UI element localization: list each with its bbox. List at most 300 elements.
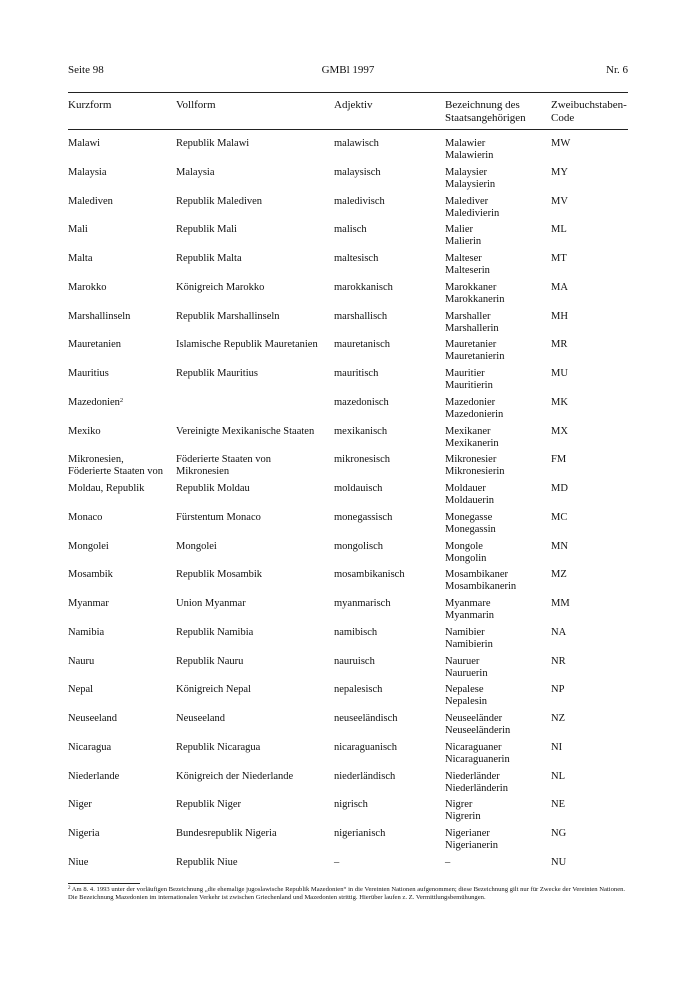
footnote-rule xyxy=(68,883,140,884)
cell-adjektiv-text: nicaraguanisch xyxy=(334,741,397,753)
cell-code-text: FM xyxy=(551,454,567,466)
cell-kurzform xyxy=(68,684,173,696)
cell-kurzform-text: Mauretanien xyxy=(68,339,122,351)
cell-adjektiv-text: marshallisch xyxy=(334,310,388,322)
table-row xyxy=(0,742,700,771)
cell-code xyxy=(551,138,629,150)
cell-kurzform xyxy=(68,512,173,524)
cell-bezeichnung xyxy=(445,339,549,363)
cell-vollform xyxy=(176,541,332,553)
cell-vollform xyxy=(176,569,332,581)
cell-kurzform-text: Niederlande xyxy=(68,770,120,782)
cell-kurzform xyxy=(68,569,173,581)
cell-bezeichnung-text: Niederländer Niederländerin xyxy=(445,770,508,794)
cell-adjektiv-text: malaysisch xyxy=(334,166,381,178)
cell-kurzform-text: Nicaragua xyxy=(68,741,112,753)
cell-kurzform xyxy=(68,253,173,265)
cell-adjektiv xyxy=(334,627,442,639)
cell-bezeichnung-text: Marshaller Marshallerin xyxy=(445,310,499,334)
cell-vollform-text: Königreich der Niederlande xyxy=(176,770,294,782)
cell-bezeichnung-text: Neuseeländer Neuseeländerin xyxy=(445,713,511,736)
cell-kurzform xyxy=(68,828,173,840)
cell-code-text: MU xyxy=(551,368,568,379)
cell-vollform-text: Republik Malediven xyxy=(176,195,263,207)
cell-kurzform-text: Malta xyxy=(68,253,93,264)
table-row xyxy=(0,483,700,512)
cell-bezeichnung xyxy=(445,282,549,306)
cell-vollform xyxy=(176,512,332,524)
cell-kurzform xyxy=(68,397,173,409)
cell-code-text: MH xyxy=(551,310,568,322)
cell-vollform-text: Islamische Republik Mauretanien xyxy=(176,339,318,351)
cell-vollform xyxy=(176,684,332,696)
cell-vollform-text: Königreich Nepal xyxy=(176,684,251,696)
cell-vollform xyxy=(176,656,332,668)
cell-vollform-text: Neuseeland xyxy=(176,713,225,724)
page-header xyxy=(68,64,628,80)
cell-bezeichnung-text: Mexikaner Mexikanerin xyxy=(445,425,499,449)
cell-vollform-text: Republik Moldau xyxy=(176,483,250,494)
cell-bezeichnung-text: Malawier Malawierin xyxy=(445,138,494,161)
cell-code xyxy=(551,656,629,668)
cell-code xyxy=(551,339,629,351)
cell-bezeichnung-text: – xyxy=(445,856,451,868)
footnote-reference[interactable]: 2 xyxy=(119,396,124,404)
cell-bezeichnung xyxy=(445,541,549,565)
cell-adjektiv xyxy=(334,742,442,754)
cell-adjektiv-text: mongolisch xyxy=(334,540,383,552)
cell-bezeichnung xyxy=(445,742,549,766)
cell-kurzform xyxy=(68,799,173,811)
cell-code-text: MD xyxy=(551,483,568,494)
cell-vollform xyxy=(176,627,332,639)
cell-bezeichnung xyxy=(445,684,549,708)
cell-bezeichnung xyxy=(445,828,549,852)
cell-code-text: MW xyxy=(551,138,571,149)
cell-vollform-text: Republik Malta xyxy=(176,253,242,264)
cell-kurzform xyxy=(68,713,173,725)
cell-code xyxy=(551,426,629,438)
cell-adjektiv-text: niederländisch xyxy=(334,770,396,782)
cell-code xyxy=(551,771,629,783)
cell-adjektiv xyxy=(334,224,442,236)
cell-bezeichnung xyxy=(445,771,549,795)
table-row xyxy=(0,282,700,311)
cell-vollform xyxy=(176,138,332,150)
table-row xyxy=(0,541,700,570)
cell-bezeichnung xyxy=(445,253,549,277)
table-row xyxy=(0,799,700,828)
cell-adjektiv-text: nauruisch xyxy=(334,655,375,667)
cell-adjektiv-text: marokkanisch xyxy=(334,281,393,293)
cell-bezeichnung-text: Nicaraguaner Nicaraguanerin xyxy=(445,741,510,765)
cell-bezeichnung xyxy=(445,857,549,869)
cell-vollform xyxy=(176,167,332,179)
cell-vollform-text: Fürstentum Monaco xyxy=(176,511,261,523)
cell-code-text: NZ xyxy=(551,713,565,724)
table-row xyxy=(0,828,700,857)
cell-bezeichnung xyxy=(445,426,549,450)
table-row xyxy=(0,426,700,455)
column-header-adjektiv: Adjektiv xyxy=(334,99,373,111)
cell-adjektiv-text: monegassisch xyxy=(334,511,393,523)
cell-code xyxy=(551,397,629,409)
cell-adjektiv xyxy=(334,857,442,869)
cell-adjektiv-text: namibisch xyxy=(334,626,378,638)
cell-bezeichnung-text: Mauritier Mauritierin xyxy=(445,368,493,391)
cell-adjektiv xyxy=(334,339,442,351)
cell-kurzform xyxy=(68,167,173,179)
cell-bezeichnung-text: Moldauer Moldauerin xyxy=(445,483,494,506)
cell-kurzform-text: Monaco xyxy=(68,511,103,523)
cell-adjektiv-text: maltesisch xyxy=(334,253,379,264)
cell-kurzform-text: Namibia xyxy=(68,626,105,638)
cell-adjektiv xyxy=(334,368,442,380)
table-row xyxy=(0,569,700,598)
cell-adjektiv-text: mexikanisch xyxy=(334,425,388,437)
cell-kurzform-text: Mosambik xyxy=(68,569,113,581)
cell-vollform xyxy=(176,368,332,380)
table-row xyxy=(0,196,700,225)
cell-vollform xyxy=(176,857,332,869)
cell-vollform-text: Republik Malawi xyxy=(176,138,250,149)
cell-adjektiv xyxy=(334,282,442,294)
cell-kurzform-text: Marokko xyxy=(68,281,107,293)
cell-bezeichnung xyxy=(445,512,549,536)
cell-adjektiv xyxy=(334,569,442,581)
cell-vollform-text: Malaysia xyxy=(176,166,215,178)
cell-adjektiv xyxy=(334,483,442,495)
cell-vollform-text: Union Myanmar xyxy=(176,598,246,609)
page-number: Seite 98 xyxy=(68,64,104,76)
cell-vollform xyxy=(176,742,332,754)
cell-code-text: NA xyxy=(551,626,567,638)
cell-code-text: NU xyxy=(551,856,567,868)
cell-vollform-text: Republik Marshallinseln xyxy=(176,310,280,322)
cell-code-text: NG xyxy=(551,828,567,839)
cell-kurzform xyxy=(68,224,173,236)
cell-kurzform xyxy=(68,857,173,869)
cell-vollform xyxy=(176,828,332,840)
cell-kurzform xyxy=(68,598,173,610)
cell-kurzform xyxy=(68,311,173,323)
cell-kurzform xyxy=(68,196,173,208)
cell-adjektiv xyxy=(334,512,442,524)
cell-adjektiv xyxy=(334,713,442,725)
cell-code xyxy=(551,713,629,725)
table-row xyxy=(0,598,700,627)
cell-kurzform-text: Malaysia xyxy=(68,166,107,178)
cell-code-text: MY xyxy=(551,166,568,178)
cell-vollform-text: Republik Mosambik xyxy=(176,569,263,581)
cell-code-text: NR xyxy=(551,655,566,667)
cell-bezeichnung xyxy=(445,713,549,737)
cell-adjektiv-text: moldauisch xyxy=(334,483,383,494)
cell-bezeichnung-text: Monegasse Monegassin xyxy=(445,511,496,535)
cell-kurzform-text: Mali xyxy=(68,224,88,236)
cell-code-text: MT xyxy=(551,253,567,264)
cell-adjektiv-text: malawisch xyxy=(334,138,379,149)
cell-adjektiv-text: myanmarisch xyxy=(334,598,391,609)
cell-vollform-text: Republik Mauritius xyxy=(176,368,258,379)
cell-code-text: NL xyxy=(551,770,565,782)
table-row xyxy=(0,224,700,253)
cell-bezeichnung-text: Malteser Malteserin xyxy=(445,253,490,276)
cell-vollform-text: Vereinigte Mexikanische Staaten xyxy=(176,425,315,437)
cell-adjektiv-text: mikronesisch xyxy=(334,454,390,466)
cell-adjektiv-text: neuseeländisch xyxy=(334,713,398,724)
cell-bezeichnung xyxy=(445,569,549,593)
cell-bezeichnung-text: Malaysier Malaysierin xyxy=(445,166,496,190)
cell-kurzform xyxy=(68,426,173,438)
cell-kurzform-text: Niger xyxy=(68,799,92,811)
cell-vollform xyxy=(176,454,332,478)
cell-vollform xyxy=(176,598,332,610)
cell-kurzform xyxy=(68,138,173,150)
column-header-rule xyxy=(68,129,628,130)
cell-bezeichnung-text: Nigerianer Nigerianerin xyxy=(445,828,499,851)
cell-adjektiv-text: mauretanisch xyxy=(334,339,390,351)
cell-bezeichnung-text: Mikronesier Mikronesierin xyxy=(445,454,505,478)
cell-code xyxy=(551,857,629,869)
cell-bezeichnung xyxy=(445,799,549,823)
table-row xyxy=(0,656,700,685)
cell-code xyxy=(551,253,629,265)
cell-vollform xyxy=(176,483,332,495)
cell-code xyxy=(551,627,629,639)
column-header-vollform: Vollform xyxy=(176,99,216,111)
cell-bezeichnung-text: Malediver Maledivierin xyxy=(445,195,500,219)
table-row xyxy=(0,857,700,886)
cell-kurzform-text: Niue xyxy=(68,856,89,868)
cell-adjektiv xyxy=(334,454,442,466)
cell-bezeichnung xyxy=(445,138,549,162)
cell-bezeichnung xyxy=(445,483,549,507)
cell-code xyxy=(551,368,629,380)
cell-kurzform-text: Moldau, Republik xyxy=(68,483,145,494)
cell-bezeichnung-text: Mongole Mongolin xyxy=(445,540,487,564)
cell-bezeichnung xyxy=(445,224,549,248)
cell-kurzform xyxy=(68,656,173,668)
cell-bezeichnung-text: Mauretanier Mauretanierin xyxy=(445,339,505,363)
column-header-bezeichnung: Bezeichnung des Staatsangehörigen xyxy=(445,99,526,124)
journal-title: GMBl 1997 xyxy=(321,64,375,76)
cell-vollform xyxy=(176,713,332,725)
cell-adjektiv xyxy=(334,799,442,811)
cell-bezeichnung xyxy=(445,167,549,191)
cell-kurzform-text: Marshallinseln xyxy=(68,310,131,322)
cell-kurzform-text: Mexiko xyxy=(68,425,101,437)
cell-code-text: MX xyxy=(551,425,568,437)
cell-kurzform xyxy=(68,368,173,380)
cell-code xyxy=(551,684,629,696)
cell-vollform xyxy=(176,339,332,351)
cell-vollform-text: Königreich Marokko xyxy=(176,281,265,293)
cell-code xyxy=(551,196,629,208)
cell-vollform xyxy=(176,282,332,294)
table-row xyxy=(0,167,700,196)
cell-adjektiv xyxy=(334,397,442,409)
cell-vollform-text: Republik Mali xyxy=(176,224,237,236)
cell-bezeichnung-text: Mazedonier Mazedonierin xyxy=(445,396,504,420)
cell-code-text: MN xyxy=(551,540,568,552)
cell-adjektiv xyxy=(334,656,442,668)
cell-code-text: MV xyxy=(551,195,568,207)
cell-adjektiv xyxy=(334,167,442,179)
cell-vollform xyxy=(176,799,332,811)
cell-adjektiv-text: mosambikanisch xyxy=(334,569,405,581)
cell-kurzform-text: Mauritius xyxy=(68,368,109,379)
table-row xyxy=(0,627,700,656)
table-row xyxy=(0,253,700,282)
cell-code xyxy=(551,541,629,553)
cell-bezeichnung-text: Nauruer Nauruerin xyxy=(445,655,488,679)
cell-code xyxy=(551,282,629,294)
table-row xyxy=(0,368,700,397)
cell-bezeichnung-text: Mosambikaner Mosambikanerin xyxy=(445,569,517,593)
cell-bezeichnung xyxy=(445,627,549,651)
cell-bezeichnung xyxy=(445,454,549,478)
cell-bezeichnung xyxy=(445,368,549,392)
cell-adjektiv-text: mazedonisch xyxy=(334,396,389,408)
cell-code-text: NI xyxy=(551,741,563,753)
cell-bezeichnung xyxy=(445,397,549,421)
cell-code-text: MC xyxy=(551,511,568,523)
cell-bezeichnung-text: Namibier Namibierin xyxy=(445,626,493,650)
header-rule xyxy=(68,92,628,93)
cell-kurzform-text: Mongolei xyxy=(68,540,109,552)
cell-kurzform xyxy=(68,541,173,553)
table-row xyxy=(0,684,700,713)
footnote xyxy=(68,886,628,903)
cell-adjektiv-text: – xyxy=(334,856,340,868)
cell-adjektiv-text: nigerianisch xyxy=(334,828,386,839)
cell-code-text: ML xyxy=(551,224,567,236)
cell-bezeichnung-text: Myanmare Myanmarin xyxy=(445,598,494,621)
cell-adjektiv-text: malisch xyxy=(334,224,367,236)
cell-vollform-text: Republik Nicaragua xyxy=(176,741,261,753)
cell-adjektiv xyxy=(334,828,442,840)
cell-code xyxy=(551,742,629,754)
table-row xyxy=(0,454,700,483)
cell-adjektiv xyxy=(334,253,442,265)
cell-adjektiv xyxy=(334,771,442,783)
column-header-code: Zweibuchstaben- Code xyxy=(551,99,627,124)
cell-vollform xyxy=(176,426,332,438)
cell-adjektiv xyxy=(334,684,442,696)
cell-code xyxy=(551,512,629,524)
cell-code-text: MK xyxy=(551,396,568,408)
cell-kurzform xyxy=(68,771,173,783)
cell-vollform xyxy=(176,311,332,323)
cell-kurzform-text: Myanmar xyxy=(68,598,109,609)
cell-kurzform xyxy=(68,454,173,478)
cell-code xyxy=(551,454,629,466)
cell-kurzform-text: Nigeria xyxy=(68,828,100,839)
cell-code-text: MR xyxy=(551,339,568,351)
cell-adjektiv-text: nigrisch xyxy=(334,799,368,811)
cell-kurzform-text: Mazedonien xyxy=(68,396,120,408)
issue-number: Nr. 6 xyxy=(606,64,628,76)
cell-kurzform-text: Neuseeland xyxy=(68,713,117,724)
cell-kurzform-text: Nauru xyxy=(68,655,95,667)
cell-vollform xyxy=(176,771,332,783)
cell-code-text: NP xyxy=(551,684,565,696)
cell-bezeichnung-text: Marokkaner Marokkanerin xyxy=(445,281,505,305)
table-row xyxy=(0,771,700,800)
cell-code-text: MM xyxy=(551,598,570,609)
cell-kurzform xyxy=(68,339,173,351)
cell-kurzform-text: Nepal xyxy=(68,684,94,696)
cell-bezeichnung xyxy=(445,656,549,680)
cell-vollform xyxy=(176,196,332,208)
cell-adjektiv xyxy=(334,598,442,610)
cell-code xyxy=(551,167,629,179)
table-row xyxy=(0,311,700,340)
cell-bezeichnung xyxy=(445,598,549,622)
cell-adjektiv-text: maledivisch xyxy=(334,195,385,207)
cell-adjektiv-text: nepalesisch xyxy=(334,684,383,696)
cell-code xyxy=(551,828,629,840)
cell-vollform xyxy=(176,253,332,265)
table-row xyxy=(0,138,700,167)
cell-adjektiv xyxy=(334,426,442,438)
cell-code xyxy=(551,598,629,610)
cell-bezeichnung-text: Malier Malierin xyxy=(445,224,482,248)
cell-adjektiv xyxy=(334,541,442,553)
cell-kurzform xyxy=(68,483,173,495)
cell-vollform-text: Mongolei xyxy=(176,540,217,552)
cell-code xyxy=(551,569,629,581)
cell-adjektiv-text: mauritisch xyxy=(334,368,379,379)
cell-code xyxy=(551,483,629,495)
cell-kurzform-text: Malediven xyxy=(68,195,113,207)
cell-code-text: MA xyxy=(551,281,568,293)
cell-vollform-text: Republik Niger xyxy=(176,799,242,811)
table-row xyxy=(0,512,700,541)
cell-vollform-text: Republik Niue xyxy=(176,856,238,868)
cell-adjektiv xyxy=(334,196,442,208)
country-table xyxy=(0,138,700,886)
cell-code-text: MZ xyxy=(551,569,567,581)
cell-vollform-text: Föderierte Staaten von Mikronesien xyxy=(176,454,272,478)
cell-kurzform xyxy=(68,282,173,294)
table-row xyxy=(0,339,700,368)
cell-kurzform-text: Mikronesien, Föderierte Staaten von xyxy=(68,454,164,478)
cell-adjektiv xyxy=(334,311,442,323)
cell-bezeichnung-text: Nepalese Nepalesin xyxy=(445,684,487,708)
footnote-text: Am 8. 4. 1993 unter der vorläufigen Bezeichnung „die ehemalige jugoslawische Republik Mazedonien“ in die Vereinten Nationen aufgenommen; diese Bezeichnung gilt nur für Zwecke der Vereinten Nationen. Die Bezeichnung Mazedonien im internationalen Verkehr ist zwischen Griechenland und Mazedonien strittig. Hierüber laufen z. Z. Vermittlungsbemühungen. xyxy=(68,886,626,902)
cell-code xyxy=(551,799,629,811)
cell-bezeichnung-text: Nigrer Nigrerin xyxy=(445,799,481,823)
cell-kurzform xyxy=(68,742,173,754)
table-row xyxy=(0,713,700,742)
cell-vollform-text: Bundesrepublik Nigeria xyxy=(176,828,277,839)
cell-vollform xyxy=(176,224,332,236)
cell-kurzform-text: Malawi xyxy=(68,138,101,149)
cell-vollform-text: Republik Nauru xyxy=(176,655,244,667)
table-row xyxy=(0,397,700,426)
column-header-kurzform: Kurzform xyxy=(68,99,112,111)
cell-adjektiv xyxy=(334,138,442,150)
cell-vollform-text: Republik Namibia xyxy=(176,626,254,638)
cell-code-text: NE xyxy=(551,799,565,811)
cell-bezeichnung xyxy=(445,196,549,220)
cell-bezeichnung xyxy=(445,311,549,335)
cell-code xyxy=(551,311,629,323)
cell-code xyxy=(551,224,629,236)
cell-kurzform xyxy=(68,627,173,639)
